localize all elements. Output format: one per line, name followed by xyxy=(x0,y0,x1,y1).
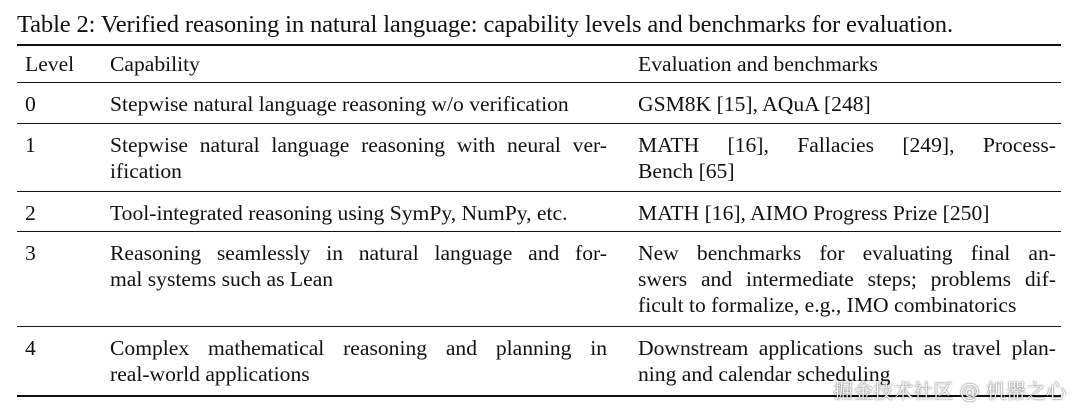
row-1-capability xyxy=(110,132,607,184)
row-3-capability-line-2: mal systems such as Lean xyxy=(110,267,334,291)
row-3-evaluation-line-2: swers and intermediate steps; problems dif- xyxy=(638,267,1056,291)
header-level: Level xyxy=(25,52,75,76)
row-3-evaluation-line-3: ficult to formalize, e.g., IMO combinatorics xyxy=(638,293,1017,317)
row-rule-1 xyxy=(17,191,1061,192)
header-rule xyxy=(17,82,1061,83)
table-caption: Table 2: Verified reasoning in natural language: capability levels and benchmarks for evaluation. xyxy=(17,11,953,38)
row-3-evaluation xyxy=(638,240,1056,318)
row-1-capability-line-2: ification xyxy=(110,159,182,183)
row-1-evaluation xyxy=(638,132,1056,184)
row-3-evaluation-line-1: New benchmarks for evaluating final an- xyxy=(638,241,1056,265)
row-2-evaluation xyxy=(638,200,989,226)
row-2-capability-line-1: Tool-integrated reasoning using SymPy, NumPy, etc. xyxy=(110,201,568,225)
row-4-level: 4 xyxy=(25,336,36,360)
row-4-capability-line-2: real-world applications xyxy=(110,362,310,386)
row-rule-3 xyxy=(17,326,1061,327)
row-4-evaluation-line-2: ning and calendar scheduling xyxy=(638,362,891,386)
row-2-evaluation-line-1: MATH [16], AIMO Progress Prize [250] xyxy=(638,201,990,225)
header-capability: Capability xyxy=(110,52,200,76)
watermark-text: 掘金技术社区 @ 机器之心 xyxy=(833,379,1066,403)
row-rule-0 xyxy=(17,123,1061,124)
row-1-evaluation-line-2: Bench [65] xyxy=(638,159,735,183)
row-1-capability-line-1: Stepwise natural language reasoning with neural ver- xyxy=(110,133,607,157)
row-0-evaluation xyxy=(638,91,871,117)
row-0-capability xyxy=(110,91,569,117)
row-1-evaluation-line-1: MATH [16], Fallacies [249], Process- xyxy=(638,133,1056,157)
row-2-capability xyxy=(110,200,568,226)
row-4-capability xyxy=(110,335,607,387)
row-0-evaluation-line-1: GSM8K [15], AQuA [248] xyxy=(638,92,871,116)
row-3-capability xyxy=(110,240,607,292)
row-4-capability-line-1: Complex mathematical reasoning and planning in xyxy=(110,336,607,360)
row-3-level: 3 xyxy=(25,241,36,265)
row-1-level: 1 xyxy=(25,133,36,157)
row-3-capability-line-1: Reasoning seamlessly in natural language and for- xyxy=(110,241,607,265)
header-evaluation: Evaluation and benchmarks xyxy=(638,52,878,76)
row-0-level: 0 xyxy=(25,92,36,116)
top-rule xyxy=(17,44,1061,46)
row-0-capability-line-1: Stepwise natural language reasoning w/o verification xyxy=(110,92,569,116)
row-4-evaluation-line-1: Downstream applications such as travel plan- xyxy=(638,336,1056,360)
row-rule-2 xyxy=(17,231,1061,232)
row-2-level: 2 xyxy=(25,201,36,225)
